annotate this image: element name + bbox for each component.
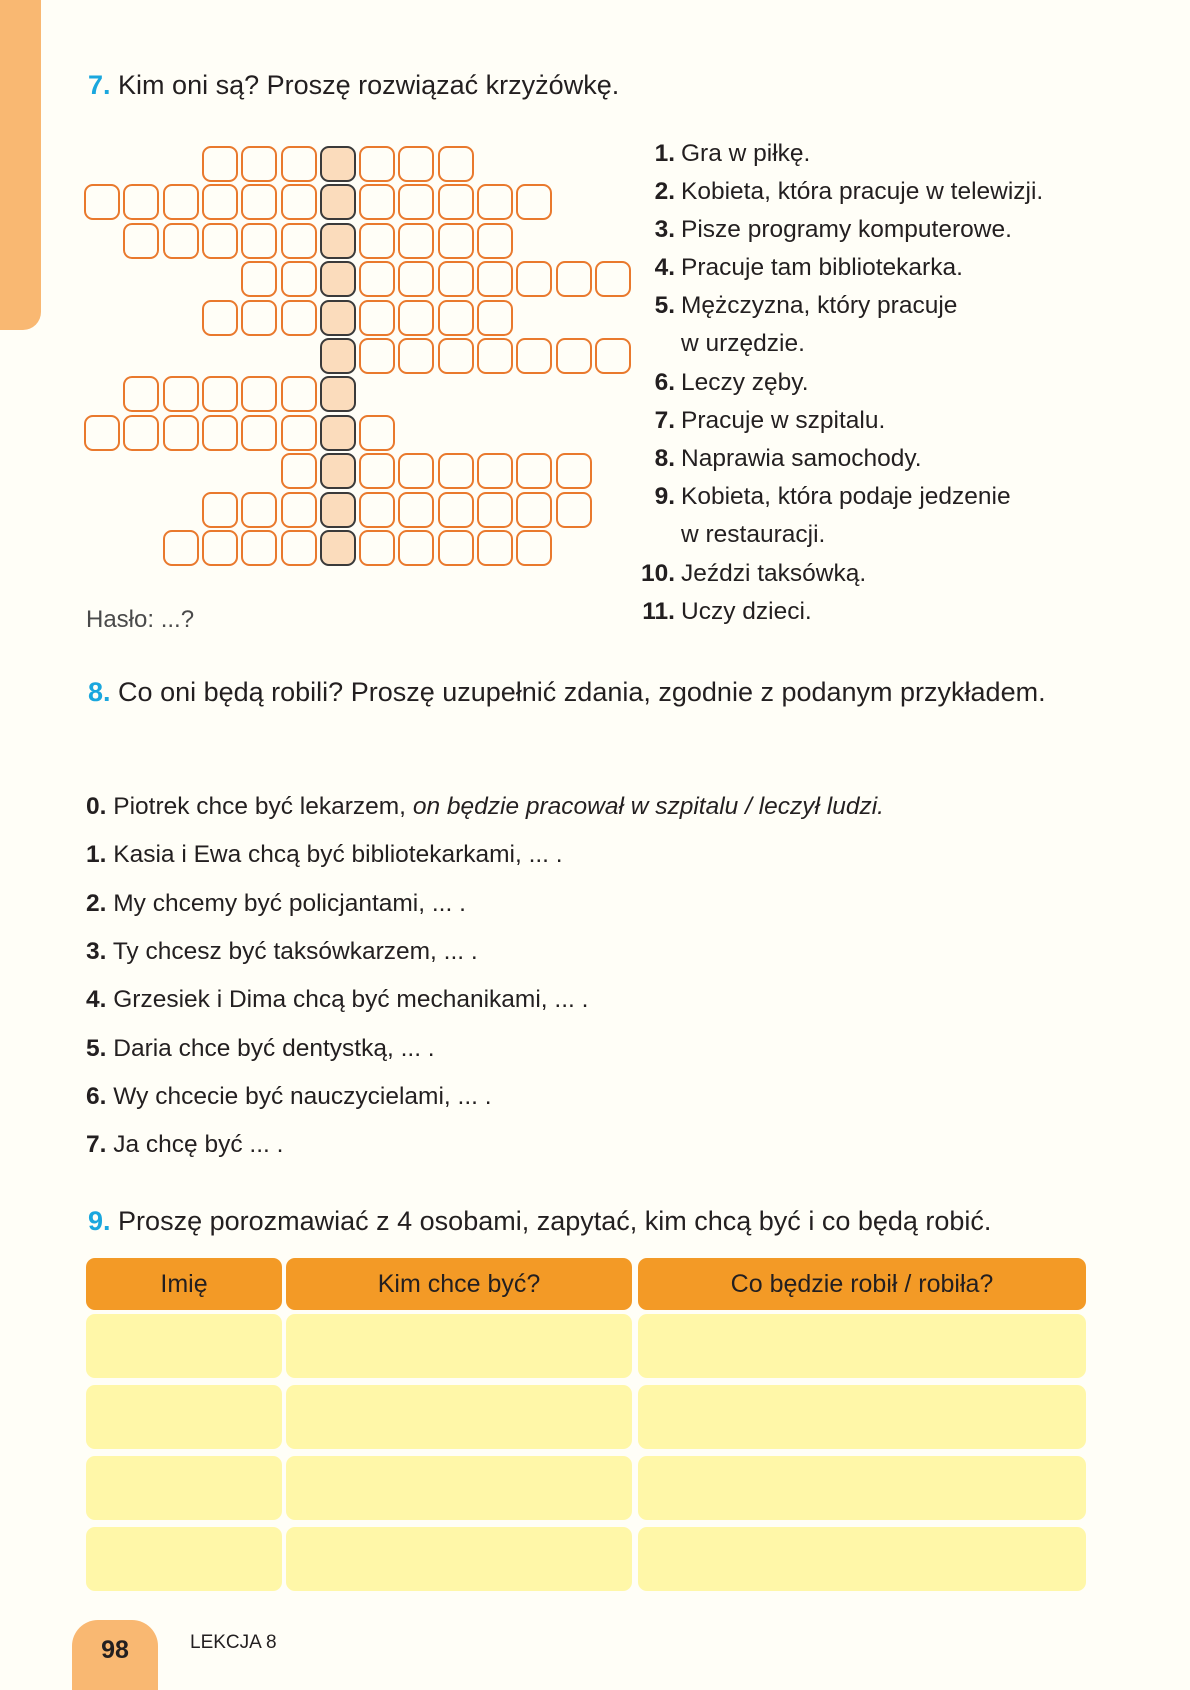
sentence-number: 7. xyxy=(86,1131,107,1158)
crossword-key-cell[interactable] xyxy=(320,376,356,412)
sentence-item xyxy=(86,938,478,966)
clue-item xyxy=(635,598,812,626)
crossword-cell[interactable] xyxy=(516,261,552,297)
table-cell-profession[interactable] xyxy=(286,1385,632,1449)
crossword-cell[interactable] xyxy=(123,376,159,412)
sentence-text: Daria chce być dentystką, ... . xyxy=(113,1035,435,1062)
clue-text: Pracuje w szpitalu. xyxy=(681,407,886,434)
lesson-label: LEKCJA 8 xyxy=(190,1632,277,1653)
clue-number: 4. xyxy=(654,254,675,281)
crossword-key-cell[interactable] xyxy=(320,261,356,297)
crossword-cell[interactable] xyxy=(477,300,513,336)
clue-item xyxy=(635,369,809,397)
page-number: 98 xyxy=(101,1636,129,1664)
example-answer: on będzie pracował w szpitalu / leczył ludzi. xyxy=(412,793,884,820)
sentence-number: 0. xyxy=(86,793,107,820)
crossword-cell[interactable] xyxy=(84,184,120,220)
crossword-cell[interactable] xyxy=(163,415,199,451)
exercise-9-number: 9. xyxy=(88,1206,111,1236)
table-header-name: Imię xyxy=(86,1258,282,1310)
crossword-cell[interactable] xyxy=(516,453,552,489)
crossword-cell[interactable] xyxy=(241,415,277,451)
clue-number: 3. xyxy=(654,216,675,243)
sentence-text: Ja chcę być ... . xyxy=(113,1131,284,1158)
crossword-cell[interactable] xyxy=(438,338,474,374)
clue-continuation xyxy=(681,521,825,549)
crossword-cell[interactable] xyxy=(241,300,277,336)
clue-text: Leczy zęby. xyxy=(681,369,809,396)
crossword-cell[interactable] xyxy=(477,261,513,297)
clue-number: 2. xyxy=(654,178,675,205)
crossword-cell[interactable] xyxy=(359,184,395,220)
crossword-cell[interactable] xyxy=(595,261,631,297)
table-cell-name[interactable] xyxy=(86,1314,282,1378)
sentence-number: 6. xyxy=(86,1083,107,1110)
exercise-7-number: 7. xyxy=(88,70,111,100)
sentence-text: My chcemy być policjantami, ... . xyxy=(113,890,466,917)
crossword-cell[interactable] xyxy=(477,492,513,528)
exercise-7-title xyxy=(88,70,619,101)
crossword-cell[interactable] xyxy=(281,453,317,489)
clue-number: 8. xyxy=(654,445,675,472)
exercise-8-instruction: Co oni będą robili? Proszę uzupełnić zdania, zgodnie z podanym przykładem. xyxy=(118,677,1046,707)
crossword-cell[interactable] xyxy=(477,223,513,259)
table-cell-activity[interactable] xyxy=(638,1385,1086,1449)
crossword-cell[interactable] xyxy=(438,184,474,220)
sentence-item xyxy=(86,841,563,869)
clue-text: Naprawia samochody. xyxy=(681,445,922,472)
clue-item xyxy=(635,292,957,320)
crossword-key-cell[interactable] xyxy=(320,146,356,182)
sentence-item xyxy=(86,986,588,1014)
crossword-cell[interactable] xyxy=(281,300,317,336)
exercise-9-title xyxy=(88,1206,991,1237)
crossword-cell[interactable] xyxy=(241,184,277,220)
crossword-cell[interactable] xyxy=(202,300,238,336)
crossword-key-cell[interactable] xyxy=(320,530,356,566)
crossword-key-cell[interactable] xyxy=(320,184,356,220)
clue-text: Uczy dzieci. xyxy=(681,598,812,625)
clue-number: 9. xyxy=(654,483,675,510)
crossword-cell[interactable] xyxy=(398,146,434,182)
table-cell-activity[interactable] xyxy=(638,1456,1086,1520)
crossword-cell[interactable] xyxy=(163,530,199,566)
crossword-cell[interactable] xyxy=(398,338,434,374)
table-cell-name[interactable] xyxy=(86,1385,282,1449)
clue-continuation xyxy=(681,330,805,358)
table-cell-profession[interactable] xyxy=(286,1456,632,1520)
sentence-item xyxy=(86,890,466,918)
clue-number: 5. xyxy=(654,292,675,319)
crossword-cell[interactable] xyxy=(477,530,513,566)
sentence-item xyxy=(86,793,884,821)
crossword-cell[interactable] xyxy=(516,492,552,528)
crossword-cell[interactable] xyxy=(359,300,395,336)
crossword-cell[interactable] xyxy=(516,530,552,566)
exercise-8-number: 8. xyxy=(88,677,111,707)
clue-text: Mężczyzna, który pracuje xyxy=(681,292,958,319)
crossword-cell[interactable] xyxy=(84,415,120,451)
crossword-cell[interactable] xyxy=(438,261,474,297)
crossword-cell[interactable] xyxy=(281,261,317,297)
crossword-cell[interactable] xyxy=(359,453,395,489)
clue-number: 11. xyxy=(642,598,675,625)
exercise-7-instruction: Kim oni są? Proszę rozwiązać krzyżówkę. xyxy=(118,70,620,100)
clue-item xyxy=(635,445,922,473)
sentence-item xyxy=(86,1083,492,1111)
crossword-cell[interactable] xyxy=(398,300,434,336)
table-header-activity: Co będzie robił / robiła? xyxy=(638,1258,1086,1310)
clue-item xyxy=(635,483,1011,511)
crossword-cell[interactable] xyxy=(438,300,474,336)
crossword-cell[interactable] xyxy=(477,184,513,220)
crossword-cell[interactable] xyxy=(241,376,277,412)
crossword-cell[interactable] xyxy=(438,453,474,489)
crossword-key-cell[interactable] xyxy=(320,415,356,451)
crossword-cell[interactable] xyxy=(202,376,238,412)
crossword-cell[interactable] xyxy=(438,530,474,566)
sentence-number: 2. xyxy=(86,890,107,917)
crossword-cell[interactable] xyxy=(163,184,199,220)
crossword-key-cell[interactable] xyxy=(320,223,356,259)
crossword-cell[interactable] xyxy=(281,415,317,451)
table-cell-profession[interactable] xyxy=(286,1314,632,1378)
exercise-8-title xyxy=(88,672,1088,712)
crossword-cell[interactable] xyxy=(202,492,238,528)
crossword-cell[interactable] xyxy=(516,184,552,220)
clue-number: 1. xyxy=(654,140,675,167)
crossword-cell[interactable] xyxy=(123,415,159,451)
clue-item xyxy=(635,178,1043,206)
crossword-cell[interactable] xyxy=(163,223,199,259)
crossword-cell[interactable] xyxy=(202,184,238,220)
crossword-cell[interactable] xyxy=(241,530,277,566)
crossword-cell[interactable] xyxy=(398,261,434,297)
sentence-item xyxy=(86,1035,435,1063)
exercise-9-instruction: Proszę porozmawiać z 4 osobami, zapytać, kim chcą być i co będą robić. xyxy=(118,1206,992,1236)
crossword-cell[interactable] xyxy=(281,492,317,528)
crossword-cell[interactable] xyxy=(595,338,631,374)
clue-number: 6. xyxy=(654,369,675,396)
crossword-cell[interactable] xyxy=(477,453,513,489)
crossword-cell[interactable] xyxy=(438,146,474,182)
crossword-cell[interactable] xyxy=(202,415,238,451)
table-header-profession: Kim chce być? xyxy=(286,1258,632,1310)
crossword-key-cell[interactable] xyxy=(320,453,356,489)
clue-text: w urzędzie. xyxy=(681,330,805,357)
sentence-text: Ty chcesz być taksówkarzem, ... . xyxy=(112,938,478,965)
clue-text: Jeździ taksówką. xyxy=(681,560,867,587)
clue-text: Pisze programy komputerowe. xyxy=(681,216,1012,243)
crossword-cell[interactable] xyxy=(281,530,317,566)
sentence-text: Grzesiek i Dima chcą być mechanikami, ... . xyxy=(113,986,589,1013)
sentence-number: 4. xyxy=(86,986,107,1013)
clue-text: Kobieta, która pracuje w telewizji. xyxy=(681,178,1044,205)
crossword-cell[interactable] xyxy=(438,223,474,259)
clue-item xyxy=(635,254,963,282)
clue-text: Pracuje tam bibliotekarka. xyxy=(681,254,963,281)
crossword-cell[interactable] xyxy=(516,338,552,374)
crossword-cell[interactable] xyxy=(163,376,199,412)
sentence-text: Wy chcecie być nauczycielami, ... . xyxy=(113,1083,492,1110)
crossword-cell[interactable] xyxy=(359,146,395,182)
crossword-cell[interactable] xyxy=(398,453,434,489)
table-cell-name[interactable] xyxy=(86,1527,282,1591)
crossword-cell[interactable] xyxy=(477,338,513,374)
crossword-cell[interactable] xyxy=(359,261,395,297)
crossword-cell[interactable] xyxy=(556,261,592,297)
crossword-cell[interactable] xyxy=(202,146,238,182)
clue-number: 7. xyxy=(654,407,675,434)
clue-item xyxy=(635,140,810,168)
crossword-cell[interactable] xyxy=(202,223,238,259)
crossword-cell[interactable] xyxy=(359,223,395,259)
table-cell-name[interactable] xyxy=(86,1456,282,1520)
clue-item xyxy=(635,407,885,435)
clue-text: Gra w piłkę. xyxy=(681,140,811,167)
crossword-key-cell[interactable] xyxy=(320,300,356,336)
crossword-cell[interactable] xyxy=(359,530,395,566)
crossword-cell[interactable] xyxy=(359,338,395,374)
sentence-item xyxy=(86,1131,283,1159)
crossword-cell[interactable] xyxy=(556,453,592,489)
crossword-cell[interactable] xyxy=(281,146,317,182)
crossword-cell[interactable] xyxy=(241,261,277,297)
clue-item xyxy=(635,216,1012,244)
clue-text: w restauracji. xyxy=(681,521,826,548)
crossword-cell[interactable] xyxy=(398,530,434,566)
crossword-key-cell[interactable] xyxy=(320,492,356,528)
crossword-grid xyxy=(84,146,634,586)
crossword-cell[interactable] xyxy=(438,492,474,528)
crossword-cell[interactable] xyxy=(556,492,592,528)
crossword-cell[interactable] xyxy=(398,223,434,259)
crossword-cell[interactable] xyxy=(241,492,277,528)
crossword-cell[interactable] xyxy=(359,492,395,528)
crossword-cell[interactable] xyxy=(281,223,317,259)
clue-text: Kobieta, która podaje jedzenie xyxy=(681,483,1011,510)
crossword-cell[interactable] xyxy=(241,223,277,259)
clue-item xyxy=(635,560,866,588)
table-cell-activity[interactable] xyxy=(638,1527,1086,1591)
crossword-cell[interactable] xyxy=(123,184,159,220)
crossword-cell[interactable] xyxy=(359,415,395,451)
sentence-number: 3. xyxy=(86,938,107,965)
crossword-cell[interactable] xyxy=(398,184,434,220)
page-number-tab xyxy=(72,1620,158,1690)
sentence-number: 1. xyxy=(86,841,107,868)
crossword-password-label: Hasło: ...? xyxy=(86,606,195,633)
sentence-number: 5. xyxy=(86,1035,107,1062)
crossword-cell[interactable] xyxy=(398,492,434,528)
table-cell-profession[interactable] xyxy=(286,1527,632,1591)
sentence-text: Piotrek chce być lekarzem, xyxy=(113,793,406,820)
crossword-cell[interactable] xyxy=(123,223,159,259)
crossword-cell[interactable] xyxy=(556,338,592,374)
crossword-key-cell[interactable] xyxy=(320,338,356,374)
crossword-cell[interactable] xyxy=(202,530,238,566)
crossword-cell[interactable] xyxy=(281,184,317,220)
crossword-cell[interactable] xyxy=(241,146,277,182)
table-cell-activity[interactable] xyxy=(638,1314,1086,1378)
crossword-cell[interactable] xyxy=(281,376,317,412)
side-tab xyxy=(0,0,41,330)
sentence-text: Kasia i Ewa chcą być bibliotekarkami, ... . xyxy=(113,841,563,868)
clue-number: 10. xyxy=(640,560,675,587)
